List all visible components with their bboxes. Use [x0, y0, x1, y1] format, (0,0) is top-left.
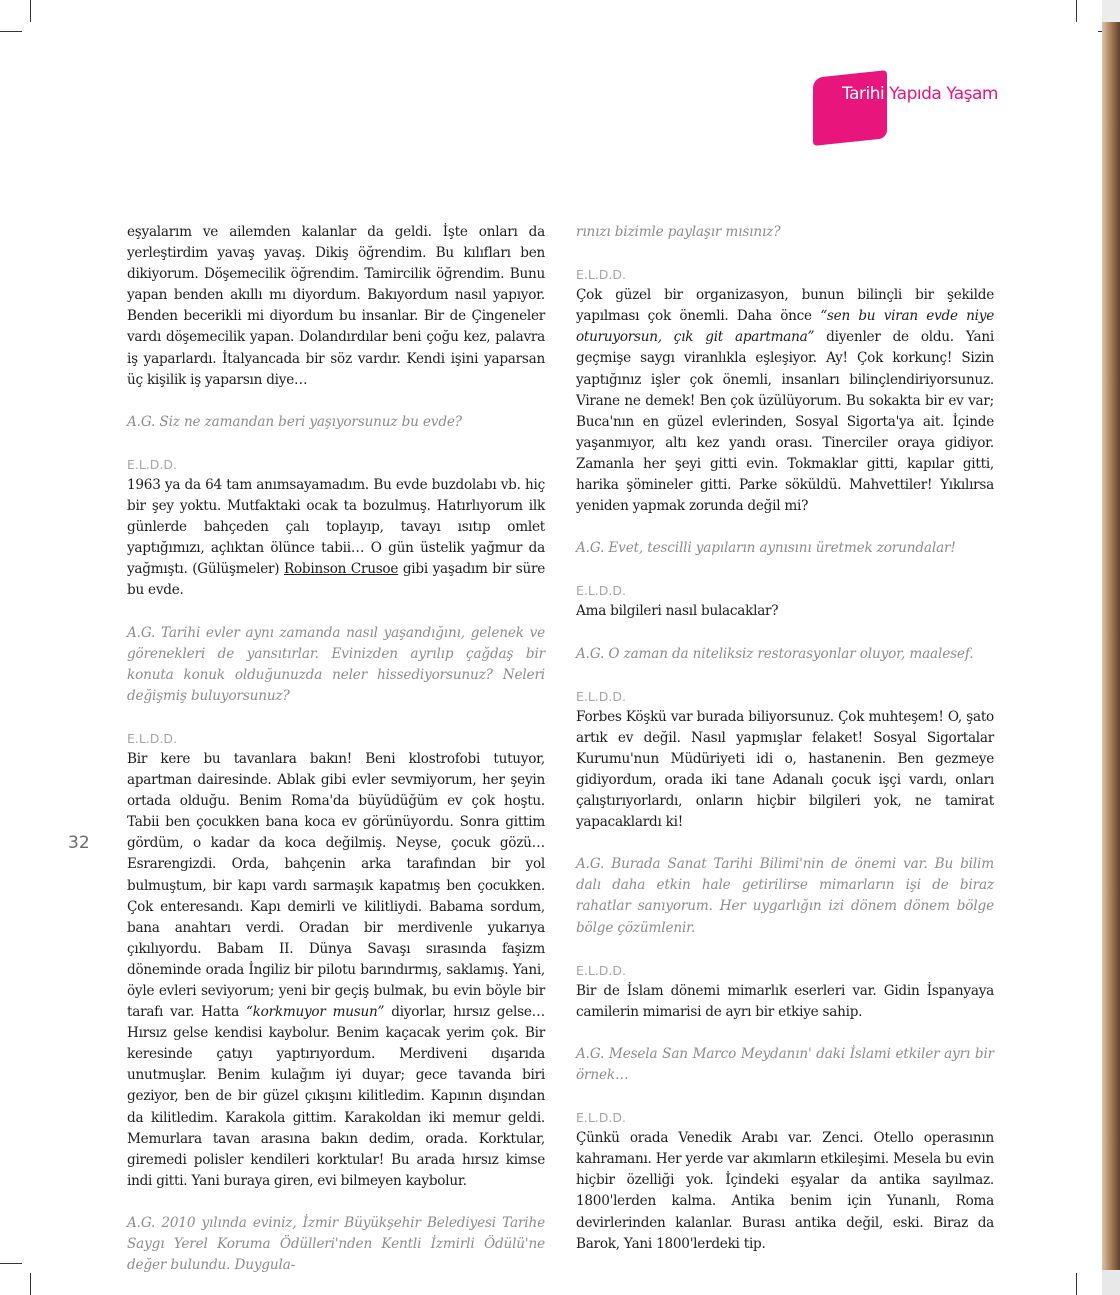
answer-text: 1963 ya da 64 tam anımsayamadım. Bu evde buzdolabı vb. hiç bir şey yoktu. Mutfaktaki ocak ta bozulmuş. Hatırlıyorum ilk günlerde bahçeden çalı toplayıp, tavayı ısıtıp omlet yaptığımızı, açlıktan ölünce tabii… O gün üstelik yağmur da yağmıştı. (Gülüşmeler) — [127, 476, 545, 578]
quoted-phrase: “korkmuyor musun” — [245, 1004, 385, 1021]
answer-text: Çok güzel bir organizasyon, bunun bilinçli bir şekilde yapılması çok önemli. Daha önce — [576, 287, 994, 325]
interviewer-question: A.G. Siz ne zamandan beri yaşıyorsunuz bu evde? — [127, 413, 462, 430]
answer-text: Ama bilgileri nasıl bulacaklar? — [576, 603, 779, 620]
robinson-crusoe-link[interactable]: Robinson Crusoe — [284, 561, 399, 578]
page-number: 32 — [68, 833, 90, 853]
answer-text: Forbes Köşkü var burada biliyorsunuz. Çok muhteşem! O, şato artık ev değil. Nasıl yapmışlar felaket! Sosyal Sigortalar Kurumu'nun Müdüriyeti idi o, hastanenin. Ben gezmeye gidiyordum, orada iki tane Adanalı çocuk işçi vardı, onları çalıştırıyorlardı, onların hiçbir bilgileri yok, ne tamirat yapacaklardı ki! — [576, 708, 994, 831]
answer-text: Bir kere bu tavanlara bakın! Beni klostrofobi tutuyor, apartman dairesinde. Ablak gibi evler sevmiyorum, her şeyin ortada olduğu. Benim Roma'da büyüdüğüm ev çok hoştu. Tabii ben çocukken bana koca ev görünüyordu. Sonra gittim gördüm, o kadar da koca değilmiş. Neyse, çocuk gözü… Esrarengizdi. Orda, bahçenin arka tarafından bir yol bulmuştum, bir kapı vardı sarmaşık kapatmış ben çocukken. Çok enteresandı. Kapı demirli ve kilitliydi. Babama sordum, bana anahtarı verdi. Oradan bir merdivenle yukarıya çıkılıyordu. Babam II. Dünya Savaşı sırasında faşizm döneminde orada İngiliz bir pilotu barındırmış, saklamış. Yani, öyle evleri seviyorum; yeni bir geçiş bulmak, bu evin böyle bir tarafı var. Hatta — [127, 750, 545, 1021]
interviewer-question: A.G. Tarihi evler aynı zamanda nasıl yaşandığını, gelenek ve görenekleri de yansıtırlar. Evinizden ayrılıp çağdaş bir konuta konuk olduğunuzda neler hissediyorsunuz? Neleri değişmiş buluyorsunuz? — [127, 624, 545, 704]
answer-paragraph — [576, 1107, 994, 1255]
answer-text: diyorlar, hırsız gelse… Hırsız gelse kendisi kaybolur. Benim kaçacak yerim çok. Bir keresinde çatıyı yaptırıyordum. Merdiveni dışarıda unutmuşlar. Benim kulağım iyi duyar; gece tavanda biri geziyor, ben de bir güzel çıkışını kilitledim. Kapının dışından da kilitledim. Karakola gittim. Karakoldan iki memur geldi. Memurlara tavan arasına bakın dedim, orada. Korktular, giremedi polisler kendileri korktular! Bu arada hırsız kimse indi gitti. Yani buraya giren, evi bilmeyen kaybolur. — [127, 1004, 545, 1189]
interviewer-question: A.G. Mesela San Marco Meydanın' daki İslami etkiler ayrı bir örnek… — [576, 1045, 994, 1083]
section-title — [842, 84, 998, 104]
crop-mark-top-left-h — [0, 31, 22, 32]
section-title-rest: Yapıda Yaşam — [884, 84, 998, 104]
speaker-label: E.L.D.D. — [576, 583, 627, 599]
answer-text: Çünkü orada Venedik Arabı var. Zenci. Otello operasının kahramanı. Her yerde var akımların etkileşimi. Mesela bu evin hiçbir özelliği yok. İçindeki eşyalar da antika sayılmaz. 1800'lerden kalma. Antika benim için Yunanlı, Roma devirlerinden kalanlar. Burası antika değil, eski. Biraz da Barok, Yani 1800'lerdeki tip. — [576, 1130, 994, 1252]
interviewer-question-continued: rınızı bizimle paylaşır mısınız? — [576, 224, 781, 240]
answer-paragraph — [127, 728, 545, 1192]
speaker-label: E.L.D.D. — [576, 1110, 627, 1126]
crop-mark-bottom-right-v — [1076, 1273, 1077, 1295]
interviewer-question: A.G. Evet, tescilli yapıların aynısını üretmek zorundalar! — [576, 540, 956, 557]
page-edge-margin-bottom — [1102, 1270, 1120, 1295]
quoted-phrase: “sen bu viran evde niye oturuyorsun, çık git apartmana” — [576, 308, 994, 346]
crop-mark-bottom-left-h — [0, 1263, 22, 1264]
interviewer-question: A.G. Burada Sanat Tarihi Bilimi'nin de önemi var. Bu bilim dalı daha etkin hale getirilirse mimarların işi de biraz rahatlar sanıyorum. Her uygarlığın izi dönem dönem bölge bölge çözümlenir. — [576, 856, 994, 936]
crop-mark-bottom-left-v — [30, 1273, 31, 1295]
section-title-first-word: Tarihi — [842, 84, 885, 104]
answer-paragraph — [576, 264, 994, 517]
interviewer-question: A.G. O zaman da niteliksiz restorasyonlar oluyor, maalesef. — [576, 645, 974, 662]
answer-paragraph — [127, 454, 545, 602]
answer-paragraph: eşyalarım ve ailemden kalanlar da geldi. İşte onları da yerleştirdim yavaş yavaş. Dikiş öğrendim. Bu kılıfları ben dikiyorum. Döşemecilik öğrendim. Tamircilik öğrendim. Bunu yapan benden akıllı mı diyordum. Bakıyordum nasıl yapıyor. Benden becerikli mi diyordum bu insanlar. Bir de Çingeneler vardı döşemecilik yapan. Dolandırdılar beni çoğu kez, palavra iş yaparlardı. İtalyancada bir söz vardır. Kendi işini yaparsan üç kişilik iş yaparsın diye… — [127, 224, 545, 388]
crop-mark-top-left-v — [30, 0, 31, 22]
speaker-label: E.L.D.D. — [576, 962, 627, 978]
answer-text: diyenler de oldu. Yani geçmişe saygı viranlıkla eşleşiyor. Ay! Çok korkunç! Sizin yaptığınız işler çok önemli, insanları bilinçlendiriyorsunuz. Virane ne demek! Ben çok üzülüyorum. Bu sokakta bir ev var; Buca'nın en güzel evlerinden, Sosyal Sigorta'ya ait. İçinde yaşanmıyor, altı kez yandı orası. Tinerciler oraya gidiyor. Zamanla her şeyi gitti evin. Tokmaklar gitti, kapılar gitti, harika şömineler gitti. Parke söküldü. Mahvettiler! Yıkılırsa yeniden yapmak zorunda değil mi? — [576, 329, 994, 515]
text-column-right — [576, 222, 994, 1255]
answer-paragraph — [576, 960, 994, 1023]
crop-mark-top-right-v — [1076, 0, 1077, 22]
answer-paragraph — [576, 686, 994, 834]
interviewer-question: A.G. 2010 yılında eviniz, İzmir Büyükşehir Belediyesi Tarihe Saygı Yerel Koruma Ödülleri'nden Kentli İzmirli Ödülü'ne değer bulundu. Duygula- — [127, 1214, 545, 1274]
speaker-label: E.L.D.D. — [127, 730, 178, 746]
adjacent-page-photo-strip — [1102, 22, 1120, 1270]
answer-paragraph — [576, 580, 994, 622]
section-badge — [813, 70, 887, 146]
page-edge-margin-top — [1102, 0, 1120, 22]
answer-text: gibi yaşadım bir süre bu evde. — [127, 561, 545, 599]
speaker-label: E.L.D.D. — [576, 688, 627, 704]
text-column-left — [127, 222, 545, 1276]
answer-text: Bir de İslam dönemi mimarlık eserleri var. Gidin İspanyaya camilerin mimarisi de ayrı bir etkiye sahip. — [576, 982, 994, 1020]
speaker-label: E.L.D.D. — [127, 456, 178, 472]
speaker-label: E.L.D.D. — [576, 267, 627, 283]
